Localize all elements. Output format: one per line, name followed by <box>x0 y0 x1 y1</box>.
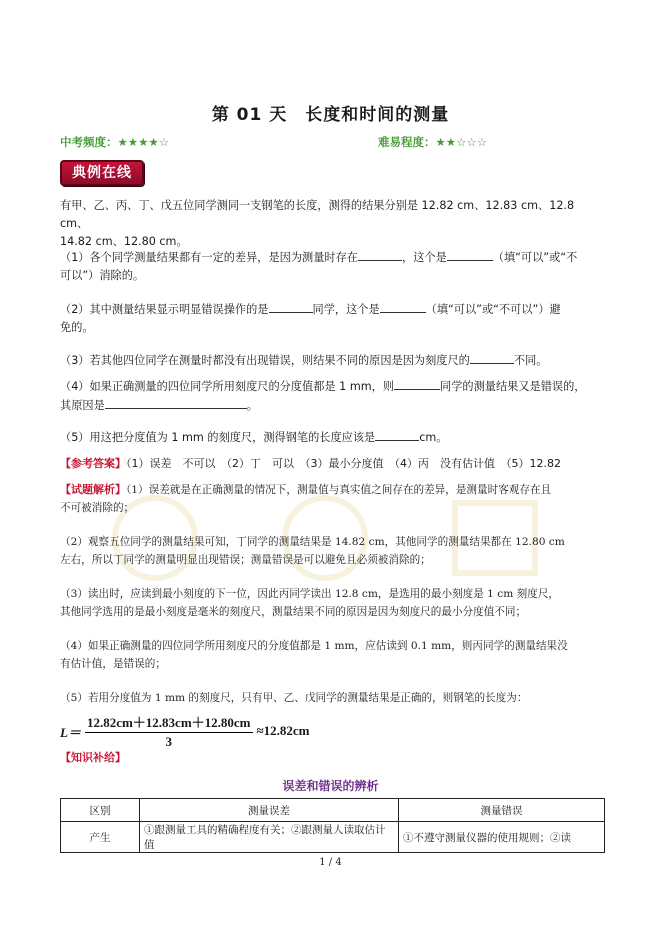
question-4 <box>60 377 605 415</box>
q4-text-a: （4）如果正确测量的四位同学所用刻度尺的分度值都是 1 mm，则 <box>60 380 395 393</box>
example-banner: 典例在线 <box>60 160 144 186</box>
formula-denominator: 3 <box>165 734 172 749</box>
table-header-row <box>61 799 605 822</box>
analysis-p1-a: （1）误差就是在正确测量的情况下，测量值与真实值之间存在的差异，是测量时客观存在且 <box>126 484 552 496</box>
exam-frequency <box>60 134 169 150</box>
table-cell: ①不遵守测量仪器的使用规则；②读 <box>399 822 605 853</box>
analysis-p4-a: （4）如果正确测量的四位同学所用刻度尺的分度值都是 1 mm，应估读到 0.1 mm，则丙同学的测量结果没 <box>60 640 568 652</box>
analysis-p2-b: 左右，所以丁同学的测量明显出现错误；测量错误是可以避免且必须被消除的； <box>60 554 431 566</box>
analysis-p3 <box>60 585 605 621</box>
q1-text-a: （1）各个同学测量结果都有一定的差异，是因为测量时存在 <box>60 251 358 264</box>
answer-blank <box>470 351 514 364</box>
formula-lhs: L＝ <box>60 724 81 740</box>
analysis-p3-b: 其他同学选用的是最小刻度是毫米的刻度尺，测量结果不同的原因是因为刻度尺的最小分度值不同； <box>60 606 527 618</box>
analysis-p4-b: 有估计值，是错误的； <box>60 658 166 670</box>
table-cell: 产生 <box>61 822 140 853</box>
answer-blank <box>105 396 247 409</box>
answer-blank <box>447 248 493 261</box>
q5-text-a: （5）用这把分度值为 1 mm 的刻度尺，测得钢笔的长度应该是 <box>60 431 376 444</box>
reference-answer <box>60 455 605 473</box>
table-title: 误差和错误的辨析 <box>282 779 379 793</box>
q5-text-b: cm。 <box>419 431 448 444</box>
q1-text-c: （填“可以”或“不 <box>492 251 578 264</box>
answer-blank <box>358 248 402 261</box>
analysis-p2-a: （2）观察五位同学的测量结果可知，丁同学的测量结果是 14.82 cm，其他同学的测量结果都在 12.80 cm <box>60 536 565 548</box>
q2-text-d: 免的。 <box>60 321 94 334</box>
problem-intro-line2: 14.82 cm、12.80 cm。 <box>60 235 188 248</box>
table-row <box>61 822 605 853</box>
analysis-p1-b: 不可被消除的； <box>60 502 135 514</box>
length-formula <box>60 712 310 750</box>
formula-numerator: 12.82cm＋12.83cm＋12.80cm <box>85 712 253 733</box>
question-2 <box>60 300 605 337</box>
page-title: 第 01 天 长度和时间的测量 <box>211 105 450 125</box>
reference-answer-tag: 【参考答案】 <box>60 457 126 470</box>
q2-text-a: （2）其中测量结果显示明显错误操作的是 <box>60 303 269 316</box>
analysis-p2 <box>60 533 605 569</box>
analysis-tag: 【试题解析】 <box>60 483 126 496</box>
analysis-p4 <box>60 637 605 673</box>
q2-text-c: （填“可以”或“不可以”）避 <box>425 303 561 316</box>
table-header-cell: 测量错误 <box>399 799 605 822</box>
comparison-table <box>60 798 605 853</box>
difficulty-stars: ★★☆☆☆ <box>435 135 488 149</box>
table-header-cell: 测量误差 <box>140 799 399 822</box>
knowledge-tag: 【知识补给】 <box>60 751 126 764</box>
q4-text-c: 其原因是 <box>60 399 105 412</box>
formula-rhs: ≈12.82cm <box>256 723 310 738</box>
analysis-p3-a: （3）读出时，应读到最小刻度的下一位，因此丙同学读出 12.8 cm，是选用的最小刻度是 1 cm 刻度尺， <box>60 588 560 600</box>
difficulty-label: 难易程度： <box>378 135 436 149</box>
knowledge-section <box>60 749 605 767</box>
q1-text-b: ，这个是 <box>402 251 447 264</box>
q3-text-a: （3）若其他四位同学在测量时都没有出现错误，则结果不同的原因是因为刻度尺的 <box>60 354 470 367</box>
answer-blank <box>394 377 440 390</box>
q1-text-d: 可以”）消除的。 <box>60 269 145 282</box>
q3-text-b: 不同。 <box>513 354 548 367</box>
q4-text-d: 。 <box>246 399 258 412</box>
answer-blank <box>375 428 419 441</box>
reference-answer-text: （1）误差 不可以 （2）丁 可以 （3）最小分度值 （4）丙 没有估计值 （5）12.82 <box>126 457 561 470</box>
difficulty-level <box>378 134 487 150</box>
answer-blank <box>380 300 426 313</box>
exam-frequency-stars: ★★★★☆ <box>117 135 170 149</box>
formula-fraction <box>85 712 253 750</box>
analysis-p5: （5）若用分度值为 1 mm 的刻度尺，只有甲、乙、戊同学的测量结果是正确的，则钢笔的长度为： <box>60 692 528 704</box>
analysis-p1 <box>60 481 605 517</box>
question-1 <box>60 248 605 285</box>
q4-text-b: 同学的测量结果又是错误的， <box>440 380 586 393</box>
answer-blank <box>269 300 313 313</box>
q2-text-b: 同学，这个是 <box>312 303 380 316</box>
problem-intro-line1: 有甲、乙、丙、丁、戊五位同学测同一支钢笔的长度，测得的结果分别是 12.82 cm、12.83 cm、12.8 cm、 <box>60 199 575 230</box>
table-header-cell: 区别 <box>61 799 140 822</box>
question-3 <box>60 351 605 370</box>
table-cell: ①跟测量工具的精确程度有关；②跟测量人读取估计值 <box>140 822 399 853</box>
page-number: 1 / 4 <box>319 857 342 868</box>
exam-frequency-label: 中考频度： <box>60 135 118 149</box>
problem-intro <box>60 197 605 251</box>
question-5 <box>60 428 605 447</box>
